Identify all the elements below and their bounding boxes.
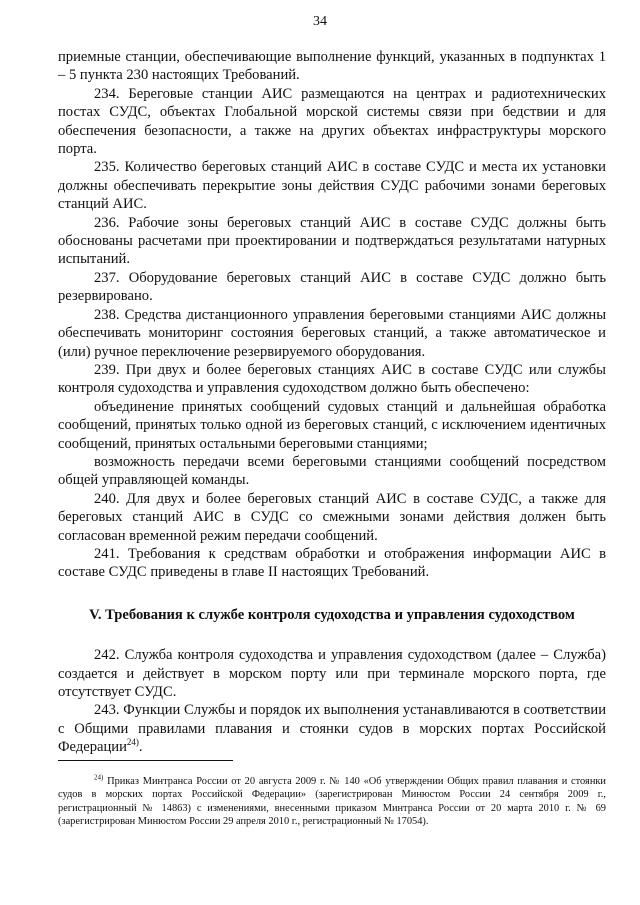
document-body bbox=[58, 48, 606, 757]
paragraph-243-period: . bbox=[138, 739, 143, 756]
page-number: 34 bbox=[313, 14, 327, 29]
footnote-marker: 24) bbox=[94, 773, 104, 782]
footnote-text: Приказ Минтранса России от 20 августа 2009 г. № 140 «Об утверждении Общих правил плавания и стоянки судов в морских портах Российской Федерации» (зарегистрирован Минюстом России 24 сентября 2009 г., регистрационный № 14863) с изменениями, внесенными приказом Минтранса России от 20 марта 2010 г. № 69 (зарегистрирован Минюстом России 29 апреля 2010 г., регистрационный № 17054). bbox=[58, 776, 606, 828]
paragraph-239-item-2: возможность передачи всеми береговыми станциями сообщений посредством общей управляющей команды. bbox=[58, 453, 606, 489]
paragraph-241: 241. Требования к средствам обработки и отображения информации АИС в составе СУДС приведены в главе II настоящих Требований. bbox=[58, 545, 606, 581]
paragraph-239-item-1: объединение принятых сообщений судовых станций и дальнейшая обработка сообщений, принятых только одной из береговых станций, с исключением идентичных сообщений, принятых остальными береговыми станциями; bbox=[58, 398, 606, 452]
paragraph-235: 235. Количество береговых станций АИС в составе СУДС и места их установки должны обеспечивать перекрытие зоны действия СУДС рабочими зонами береговых станций АИС. bbox=[58, 159, 606, 213]
footnote-reference[interactable]: 24) bbox=[126, 737, 139, 748]
paragraph-236: 236. Рабочие зоны береговых станций АИС в составе СУДС должны быть обоснованы расчетами при проектировании и подтверждаться результатами натурных испытаний. bbox=[58, 214, 606, 268]
section-heading: V. Требования к службе контроля судоходства и управления судоходством bbox=[89, 606, 575, 623]
paragraph-234: 234. Береговые станции АИС размещаются на центрах и радиотехнических постах СУДС, объектах Глобальной морской системы связи при бедствии и для обеспечения безопасности, а также на других объектах инфраструктуры морского порта. bbox=[58, 85, 606, 158]
paragraph-243 bbox=[58, 701, 606, 756]
paragraph-243-text: 243. Функции Службы и порядок их выполнения устанавливаются в соответствии с Общими правилами плавания и стоянки судов в морских портах Российской Федерации bbox=[58, 702, 606, 756]
paragraph-233-continuation: приемные станции, обеспечивающие выполнение функций, указанных в подпунктах 1 – 5 пункта 230 настоящих Требований. bbox=[58, 49, 606, 84]
paragraph-242: 242. Служба контроля судоходства и управления судоходством (далее – Служба) создается и действует в морском порту или при терминале морского порта, где отсутствует СУДС. bbox=[58, 647, 606, 700]
footnote bbox=[58, 775, 606, 829]
paragraph-239: 239. При двух и более береговых станциях АИС в составе СУДС или службы контроля судоходства и управления судоходством должно быть обеспечено: bbox=[58, 361, 606, 397]
footnote-divider bbox=[58, 760, 233, 761]
paragraph-237: 237. Оборудование береговых станций АИС в составе СУДС должно быть резервировано. bbox=[58, 269, 606, 305]
paragraph-238: 238. Средства дистанционного управления береговыми станциями АИС должны обеспечивать мониторинг состояния береговых станций, а также автоматическое и (или) ручное переключение резервируемого оборудования. bbox=[58, 306, 606, 360]
paragraph-240: 240. Для двух и более береговых станций АИС в составе СУДС, а также для береговых станций АИС в СУДС со смежными зонами действия должен быть согласован временной режим передачи сообщений. bbox=[58, 490, 606, 544]
